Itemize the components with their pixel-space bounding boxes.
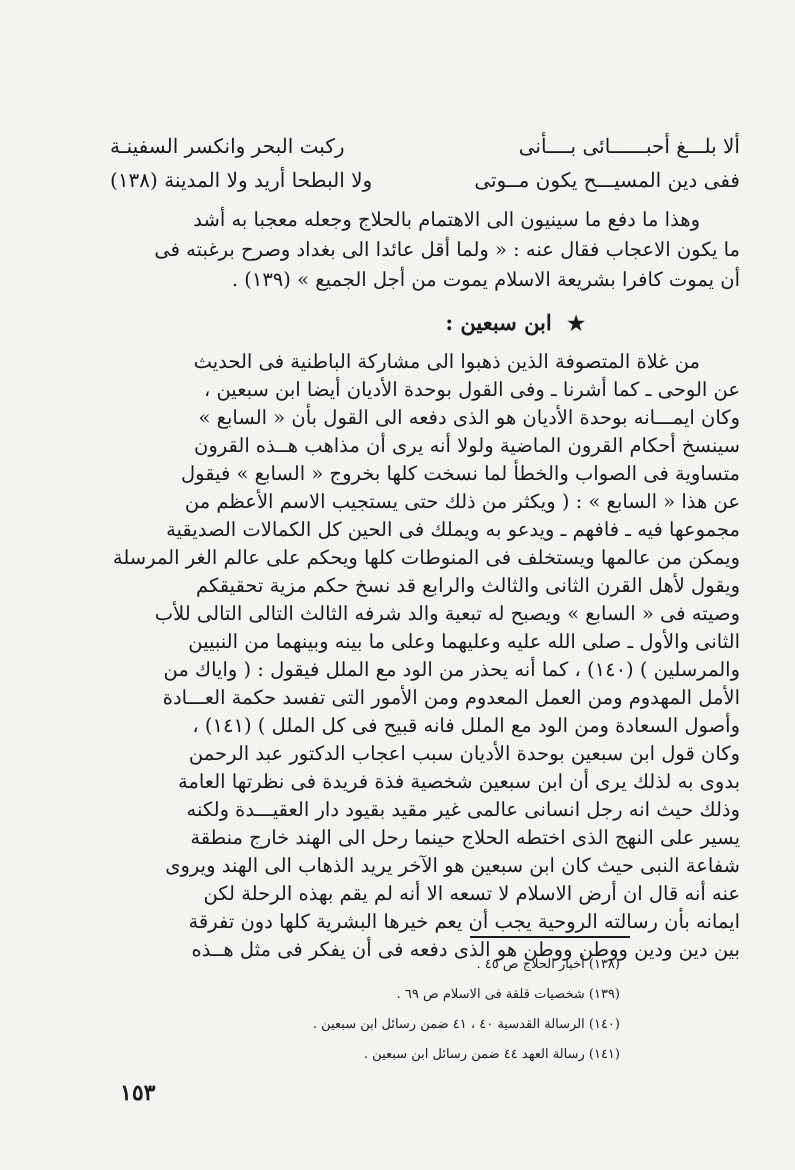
body-line: الأمل المهدوم ومن العمل المعدوم ومن الأمور التى تفسد حكمة العـــادة	[162, 686, 740, 709]
body-line: الثانى والأول ـ صلى الله عليه وعليهما وعلى ما بينه وبينهما من النبيين	[188, 630, 740, 653]
body-line: يسير على النهج الذى اختطه الحلاج حينما رحل الى الهند خارج منطقة	[190, 826, 740, 849]
main-paragraph	[90, 348, 740, 964]
body-line: بدوى به لذلك يرى أن ابن سبعين شخصية فذة فريدة فى نظرتها العامة	[177, 770, 740, 793]
footnote: (١٤١) رسالة العهد ٤٤ ضمن رسائل ابن سبعين .	[363, 1047, 620, 1062]
body-line: وأصول السعادة ومن الود مع الملل فانه قبيح فى كل الملل ) (١٤١) ،	[192, 714, 740, 737]
body-line: عن الوحى ـ كما أشرنا ـ وفى القول بوحدة الأديان أيضا ابن سبعين ،	[203, 378, 740, 401]
footnote: (١٣٩) شخصيات قلقة فى الاسلام ص ٦٩ .	[396, 987, 620, 1002]
body-line: من غلاة المتصوفة الذين ذهبوا الى مشاركة الباطنية فى الحديث	[193, 350, 700, 373]
poem-verse-2	[90, 166, 740, 194]
verse-1-first-hemistich: ألا بلـــغ أحبــــــائى بــــأنى	[518, 134, 740, 158]
verse-2-second-hemistich: ولا البطحا أريد ولا المدينة (١٣٨)	[110, 168, 373, 192]
star-icon: ★	[567, 311, 585, 335]
verse-1-second-hemistich: ركبت البحر وانكسر السفينـة	[110, 134, 345, 158]
body-line: وكان قول ابن سبعين بوحدة الأديان سبب اعجاب الدكتور عبد الرحمن	[188, 742, 740, 765]
intro-paragraph	[90, 205, 740, 295]
footnotes	[160, 950, 620, 1070]
body-line: شفاعة النبى حيث كان ابن سبعين هو الآخر يريد الذهاب الى الهند ويروى	[165, 854, 740, 877]
body-line: وذلك حيث انه رجل انسانى عالمى غير مقيد بقيود دار العقيـــدة ولكنه	[186, 798, 740, 821]
intro-line: أن يموت كافرا بشريعة الاسلام يموت من أجل الجميع » (١٣٩) .	[231, 268, 740, 291]
verse-2-first-hemistich: ففى دين المسيـــح يكون مــوتى	[474, 168, 740, 192]
footnote-divider	[470, 936, 630, 938]
body-line: والمرسلين ) (١٤٠) ، كما أنه يحذر من الود مع الملل فيقول : ( واياك من	[163, 658, 740, 681]
body-line: عن هذا « السابع » : ( ويكثر من ذلك حتى يستجيب الاسم الأعظم من	[184, 490, 740, 513]
intro-line: وهذا ما دفع ما سينيون الى الاهتمام بالحلاج وجعله معجبا به أشد	[193, 208, 700, 231]
body-line: عنه أنه قال ان أرض الاسلام لا تسعه الا أنه لم يقم بهذه الرحلة لكن	[203, 882, 740, 905]
poem-verse-1	[90, 132, 740, 160]
body-line: مجموعها فيه ـ فافهم ـ ويدعو به ويملك فى الحين كل الكمالات الصديقية	[166, 518, 740, 541]
section-title: ابن سبعين :	[445, 310, 552, 335]
body-line: وصيته فى « السابع » ويصبح له تبعية والد شرفه الثالث التالى التالى للأب	[154, 602, 740, 625]
body-line: متساوية فى الصواب والخطأ لما نسخت كلها بخروج « السابع » فيقول	[181, 462, 740, 485]
body-line: بين دين ودين ووطن ووطن هو الذى دفعه فى أن يفكر فى مثل هــذه	[191, 938, 740, 961]
section-heading	[445, 310, 585, 335]
body-line: سينسخ أحكام القرون الماضية ولولا أنه يرى أن مذاهب هــذه القرون	[194, 434, 740, 457]
intro-line: ما يكون الاعجاب فقال عنه : « ولما أقل عائدا الى بغداد وصرح برغبته فى	[154, 238, 740, 261]
body-line: ايمانه بأن رسالته الروحية يجب أن يعم خيرها البشرية كلها دون تفرقة	[188, 910, 740, 933]
body-line: ويمكن من عالمها ويستخلف فى المنوطات كلها ويحكم على عالم الغر المرسلة	[112, 546, 740, 569]
footnote: (١٤٠) الرسالة القدسية ٤٠ ، ٤١ ضمن رسائل ابن سبعين .	[312, 1017, 620, 1032]
footnote: (١٣٨) أخبار الحلاج ص ٤٥ .	[476, 957, 620, 972]
page-number: ١٥٣	[120, 1080, 156, 1106]
body-line: وكان ايمـــانه بوحدة الأديان هو الذى دفعه الى القول بأن « السابع »	[198, 406, 740, 429]
body-line: ويقول لأهل القرن الثانى والثالث والرابع قد نسخ حكم مزية تحقيقكم	[196, 574, 740, 597]
